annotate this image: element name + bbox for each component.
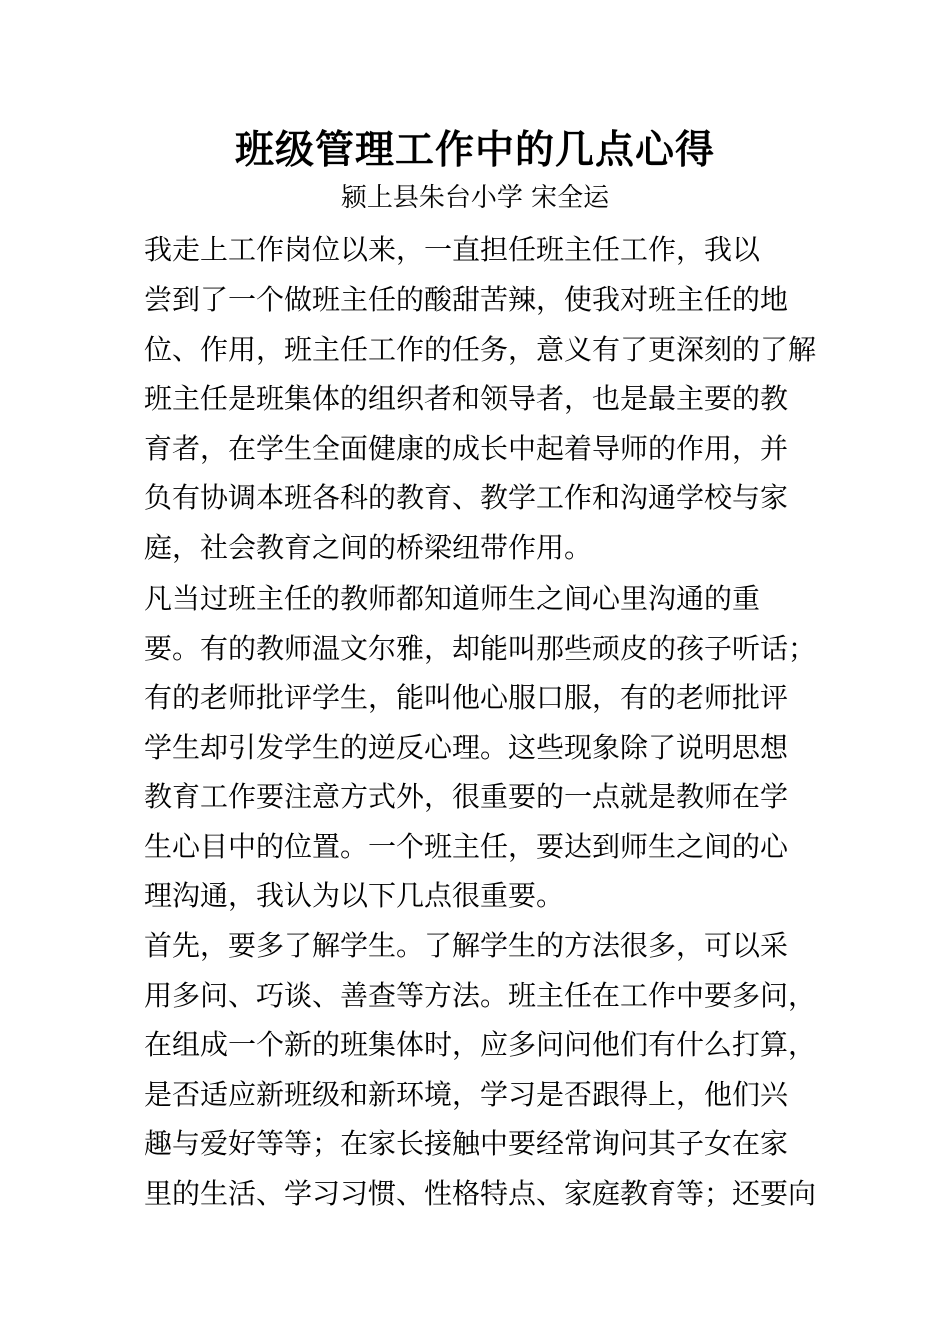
body-line: 尝到了一个做班主任的酸甜苦辣，使我对班主任的地 (144, 283, 789, 316)
body-line: 有的老师批评学生，能叫他心服口服，有的老师批评 (144, 681, 789, 714)
body-line: 庭，社会教育之间的桥梁纽带作用。 (144, 531, 593, 564)
body-line: 位、作用，班主任工作的任务，意义有了更深刻的了解 (144, 333, 817, 366)
author-line: 颍上县朱台小学 宋全运 (340, 183, 610, 213)
body-line: 我走上工作岗位以来，一直担任班主任工作，我以 (144, 233, 761, 266)
document-title: 班级管理工作中的几点心得 (234, 127, 715, 173)
body-line: 在组成一个新的班集体时，应多问问他们有什么打算， (144, 1028, 817, 1061)
body-line: 趣与爱好等等；在家长接触中要经常询问其子女在家 (144, 1127, 789, 1160)
body-line: 教育工作要注意方式外，很重要的一点就是教师在学 (144, 780, 789, 813)
body-line: 要。有的教师温文尔雅，却能叫那些顽皮的孩子听话； (144, 632, 817, 665)
body-line: 负有协调本班各科的教育、教学工作和沟通学校与家 (144, 481, 789, 514)
body-line: 里的生活、学习习惯、性格特点、家庭教育等；还要向 (144, 1177, 817, 1210)
body-line: 班主任是班集体的组织者和领导者，也是最主要的教 (144, 382, 789, 415)
body-line: 生心目中的位置。一个班主任，要达到师生之间的心 (144, 830, 789, 863)
body-line: 是否适应新班级和新环境，学习是否跟得上，他们兴 (144, 1078, 789, 1111)
body-line: 育者，在学生全面健康的成长中起着导师的作用，并 (144, 432, 789, 465)
body-line: 理沟通，我认为以下几点很重要。 (144, 879, 565, 912)
body-line: 凡当过班主任的教师都知道师生之间心里沟通的重 (144, 582, 761, 615)
body-line: 学生却引发学生的逆反心理。这些现象除了说明思想 (144, 731, 789, 764)
body-line: 首先，要多了解学生。了解学生的方法很多，可以采 (144, 929, 789, 962)
body-line: 用多问、巧谈、善查等方法。班主任在工作中要多问， (144, 979, 817, 1012)
